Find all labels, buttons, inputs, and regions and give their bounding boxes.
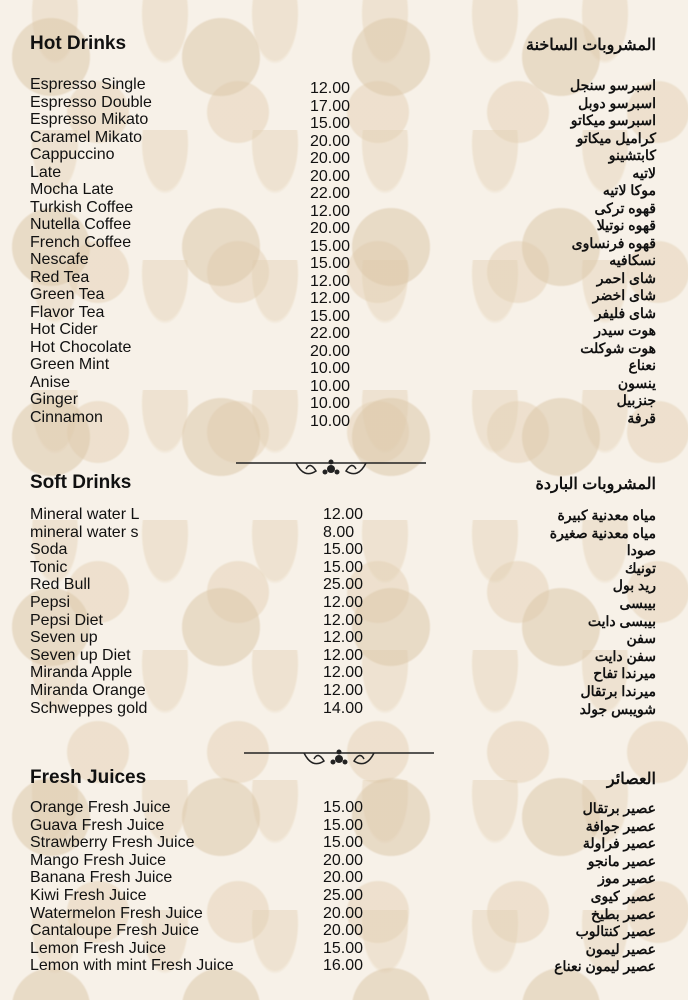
item-name: mineral water s xyxy=(30,523,139,541)
item-name-arabic: اسبرسو ميكاتو xyxy=(570,112,656,128)
item-price: 12.00 xyxy=(323,629,364,647)
item-price: 20.00 xyxy=(310,132,351,150)
item-price: 10.00 xyxy=(310,360,351,377)
item-name: Watermelon Fresh Juice xyxy=(30,904,203,922)
item-price: 12.00 xyxy=(310,80,351,97)
item-price: 15.00 xyxy=(323,799,364,816)
item-name-arabic: ميرندا تفاح xyxy=(593,665,656,682)
item-price: 15.00 xyxy=(323,939,364,957)
item-price: 25.00 xyxy=(323,887,364,904)
item-name: Nescafe xyxy=(30,251,89,268)
item-name-arabic: هوت شوكلت xyxy=(580,339,656,356)
item-name-arabic: قهوه نوتيلا xyxy=(596,217,656,233)
item-name-arabic: ينسون xyxy=(617,374,656,391)
section-title: Fresh Juices xyxy=(30,767,147,788)
item-name-arabic: عصير بطيخ xyxy=(591,905,656,922)
item-name-arabic: جنزبيل xyxy=(616,392,656,408)
item-name: Green Tea xyxy=(30,286,105,303)
menu-item xyxy=(0,576,688,594)
item-price: 15.00 xyxy=(323,834,364,852)
menu-item xyxy=(0,852,688,870)
menu-item xyxy=(0,286,688,307)
menu-item xyxy=(0,887,688,905)
item-name: Orange Fresh Juice xyxy=(30,799,171,816)
item-name: Flavor Tea xyxy=(30,303,105,321)
item-name: Red Bull xyxy=(30,576,91,594)
item-price: 20.00 xyxy=(323,869,364,887)
item-name-arabic: نسكافيه xyxy=(609,252,656,268)
menu-item xyxy=(0,957,688,975)
menu-item xyxy=(0,216,688,237)
item-name: Schweppes gold xyxy=(30,699,148,717)
item-name: Miranda Apple xyxy=(30,664,133,682)
menu-item xyxy=(0,321,688,342)
item-price: 20.00 xyxy=(323,904,364,922)
menu-item xyxy=(0,647,688,665)
menu-item xyxy=(0,524,688,542)
item-price: 12.00 xyxy=(310,290,351,307)
item-name: Anise xyxy=(30,373,71,391)
item-name-arabic: عصير فراولة xyxy=(582,835,656,852)
menu-item xyxy=(0,338,688,360)
menu-item xyxy=(0,268,688,290)
menu-item xyxy=(0,541,688,559)
item-price: 20.00 xyxy=(310,342,351,360)
menu-item xyxy=(0,817,688,835)
item-name: Espresso Mikato xyxy=(30,111,149,128)
item-name: French Coffee xyxy=(30,233,132,251)
item-name-arabic: بيبسى دايت xyxy=(587,612,656,629)
item-name-arabic: عصير كنتالوب xyxy=(575,923,656,940)
item-name: Hot Chocolate xyxy=(30,338,132,356)
menu-item xyxy=(0,146,688,167)
item-name: Red Tea xyxy=(30,268,90,286)
section-title-arabic: العصائر xyxy=(606,771,656,788)
item-name: Ginger xyxy=(30,391,79,408)
item-name-arabic: مياه معدنية صغيرة xyxy=(549,524,656,541)
menu-item xyxy=(0,233,688,255)
item-price: 20.00 xyxy=(323,851,364,869)
menu-item xyxy=(0,664,688,682)
item-name: Cappuccino xyxy=(30,146,115,163)
menu-item xyxy=(0,629,688,647)
item-price: 20.00 xyxy=(310,220,351,237)
item-name: Banana Fresh Juice xyxy=(30,869,173,887)
item-price: 15.00 xyxy=(323,541,364,559)
item-name-arabic: عصير برتقال xyxy=(582,800,656,816)
menu-item xyxy=(0,163,688,185)
item-name-arabic: عصير موز xyxy=(598,870,656,887)
menu-item xyxy=(0,559,688,577)
ornament-divider xyxy=(244,745,434,775)
item-name: Espresso Single xyxy=(30,76,146,93)
menu-item xyxy=(0,905,688,923)
menu-item xyxy=(0,682,688,700)
item-price: 14.00 xyxy=(323,699,364,717)
item-name: Mineral water L xyxy=(30,506,140,523)
item-price: 15.00 xyxy=(323,816,364,834)
item-name-arabic: كابتشينو xyxy=(608,147,656,163)
item-name-arabic: قهوه فرنساوى xyxy=(571,234,656,251)
item-name-arabic: شاى فليفر xyxy=(594,304,656,321)
menu-item xyxy=(0,506,688,524)
menu-item xyxy=(0,356,688,377)
menu-item xyxy=(0,93,688,115)
item-price: 12.00 xyxy=(310,272,351,290)
item-name: Lemon with mint Fresh Juice xyxy=(30,957,234,975)
item-name: Caramel Mikato xyxy=(30,128,143,146)
item-name: Miranda Orange xyxy=(30,682,146,699)
item-name: Cantaloupe Fresh Juice xyxy=(30,922,199,940)
item-name-arabic: هوت سيدر xyxy=(594,322,656,338)
section-title: Soft Drinks xyxy=(30,472,132,493)
item-name: Hot Cider xyxy=(30,321,98,338)
item-name-arabic: عصير جوافة xyxy=(585,817,656,834)
item-name: Nutella Coffee xyxy=(30,216,132,233)
item-name-arabic: شاى احمر xyxy=(596,269,656,286)
item-name-arabic: سفن xyxy=(626,630,656,647)
item-price: 10.00 xyxy=(310,395,351,412)
item-name: Late xyxy=(30,163,62,181)
item-name: Guava Fresh Juice xyxy=(30,816,165,834)
item-price: 12.00 xyxy=(323,611,364,629)
item-name-arabic: سفن دايت xyxy=(594,647,656,664)
item-price: 12.00 xyxy=(323,664,364,682)
menu-item xyxy=(0,700,688,718)
section-title: Hot Drinks xyxy=(30,33,127,54)
item-name: Soda xyxy=(30,541,68,559)
item-price: 12.00 xyxy=(323,682,364,699)
item-price: 22.00 xyxy=(310,325,351,342)
item-name: Cinnamon xyxy=(30,408,103,426)
item-price: 12.00 xyxy=(323,506,364,523)
item-name-arabic: عصير ليمون xyxy=(585,940,656,957)
item-price: 15.00 xyxy=(310,307,351,325)
item-name-arabic: تونيك xyxy=(624,559,656,576)
item-name-arabic: اسبرسو دوبل xyxy=(578,94,656,111)
menu-item xyxy=(0,303,688,325)
item-name-arabic: مياه معدنية كبيرة xyxy=(557,507,656,523)
item-name: Pepsi xyxy=(30,594,71,611)
item-price: 22.00 xyxy=(310,185,351,202)
item-price: 10.00 xyxy=(310,377,351,395)
item-name-arabic: صودا xyxy=(626,542,656,559)
item-name: Lemon Fresh Juice xyxy=(30,939,167,957)
ornament-divider xyxy=(236,455,426,485)
item-name: Seven up Diet xyxy=(30,646,131,664)
item-name: Seven up xyxy=(30,629,98,647)
item-price: 12.00 xyxy=(310,202,351,220)
item-name-arabic: اسبرسو سنجل xyxy=(569,77,656,93)
item-price: 15.00 xyxy=(310,255,351,272)
item-name: Kiwi Fresh Juice xyxy=(30,887,147,904)
item-name: Strawberry Fresh Juice xyxy=(30,834,195,852)
item-price: 20.00 xyxy=(310,167,351,185)
menu-item xyxy=(0,834,688,852)
menu-item xyxy=(0,869,688,887)
item-name: Turkish Coffee xyxy=(30,198,134,216)
item-price: 17.00 xyxy=(310,97,351,115)
item-name-arabic: عصير كيوى xyxy=(590,888,656,904)
item-name-arabic: قهوه تركى xyxy=(594,199,656,216)
menu-item xyxy=(0,940,688,958)
item-name-arabic: قرفة xyxy=(627,409,656,426)
item-name-arabic: كراميل ميكاتو xyxy=(576,129,656,146)
item-name-arabic: ميرندا برتقال xyxy=(580,683,656,699)
menu-item xyxy=(0,76,688,97)
item-price: 16.00 xyxy=(323,957,364,975)
item-price: 25.00 xyxy=(323,576,364,594)
item-price: 12.00 xyxy=(323,646,364,664)
item-price: 15.00 xyxy=(310,115,351,132)
item-name: Green Mint xyxy=(30,356,110,373)
item-name-arabic: موكا لاتيه xyxy=(602,182,656,198)
item-name-arabic: شاى اخضر xyxy=(592,287,656,303)
item-name-arabic: نعناع xyxy=(628,357,656,373)
section-title-arabic: المشروبات الساخنة xyxy=(526,37,656,54)
menu-item xyxy=(0,391,688,412)
item-price: 12.00 xyxy=(323,594,364,611)
item-name: Mango Fresh Juice xyxy=(30,851,167,869)
menu-item xyxy=(0,612,688,630)
menu-item xyxy=(0,373,688,395)
menu-item xyxy=(0,594,688,612)
menu-item xyxy=(0,128,688,150)
item-price: 8.00 xyxy=(323,523,355,541)
menu-item xyxy=(0,251,688,272)
item-price: 15.00 xyxy=(323,558,364,576)
menu-item xyxy=(0,181,688,202)
item-name: Mocha Late xyxy=(30,181,114,198)
item-price: 15.00 xyxy=(310,237,351,255)
menu-item xyxy=(0,111,688,132)
item-name-arabic: بيبسى xyxy=(619,595,656,611)
item-price: 10.00 xyxy=(310,412,351,430)
item-name: Espresso Double xyxy=(30,93,152,111)
menu-item xyxy=(0,198,688,220)
item-price: 20.00 xyxy=(310,150,351,167)
item-name: Tonic xyxy=(30,558,68,576)
item-name-arabic: ريد بول xyxy=(612,577,656,594)
section-title-arabic: المشروبات الباردة xyxy=(535,476,656,493)
item-name-arabic: لاتيه xyxy=(632,164,656,181)
menu-item xyxy=(0,799,688,817)
menu-item xyxy=(0,408,688,430)
item-name: Pepsi Diet xyxy=(30,611,103,629)
item-price: 20.00 xyxy=(323,922,364,940)
item-name-arabic: عصير ليمون نعناع xyxy=(554,958,656,975)
item-name-arabic: شويبس جولد xyxy=(579,700,656,717)
menu-item xyxy=(0,922,688,940)
item-name-arabic: عصير مانجو xyxy=(587,852,656,869)
